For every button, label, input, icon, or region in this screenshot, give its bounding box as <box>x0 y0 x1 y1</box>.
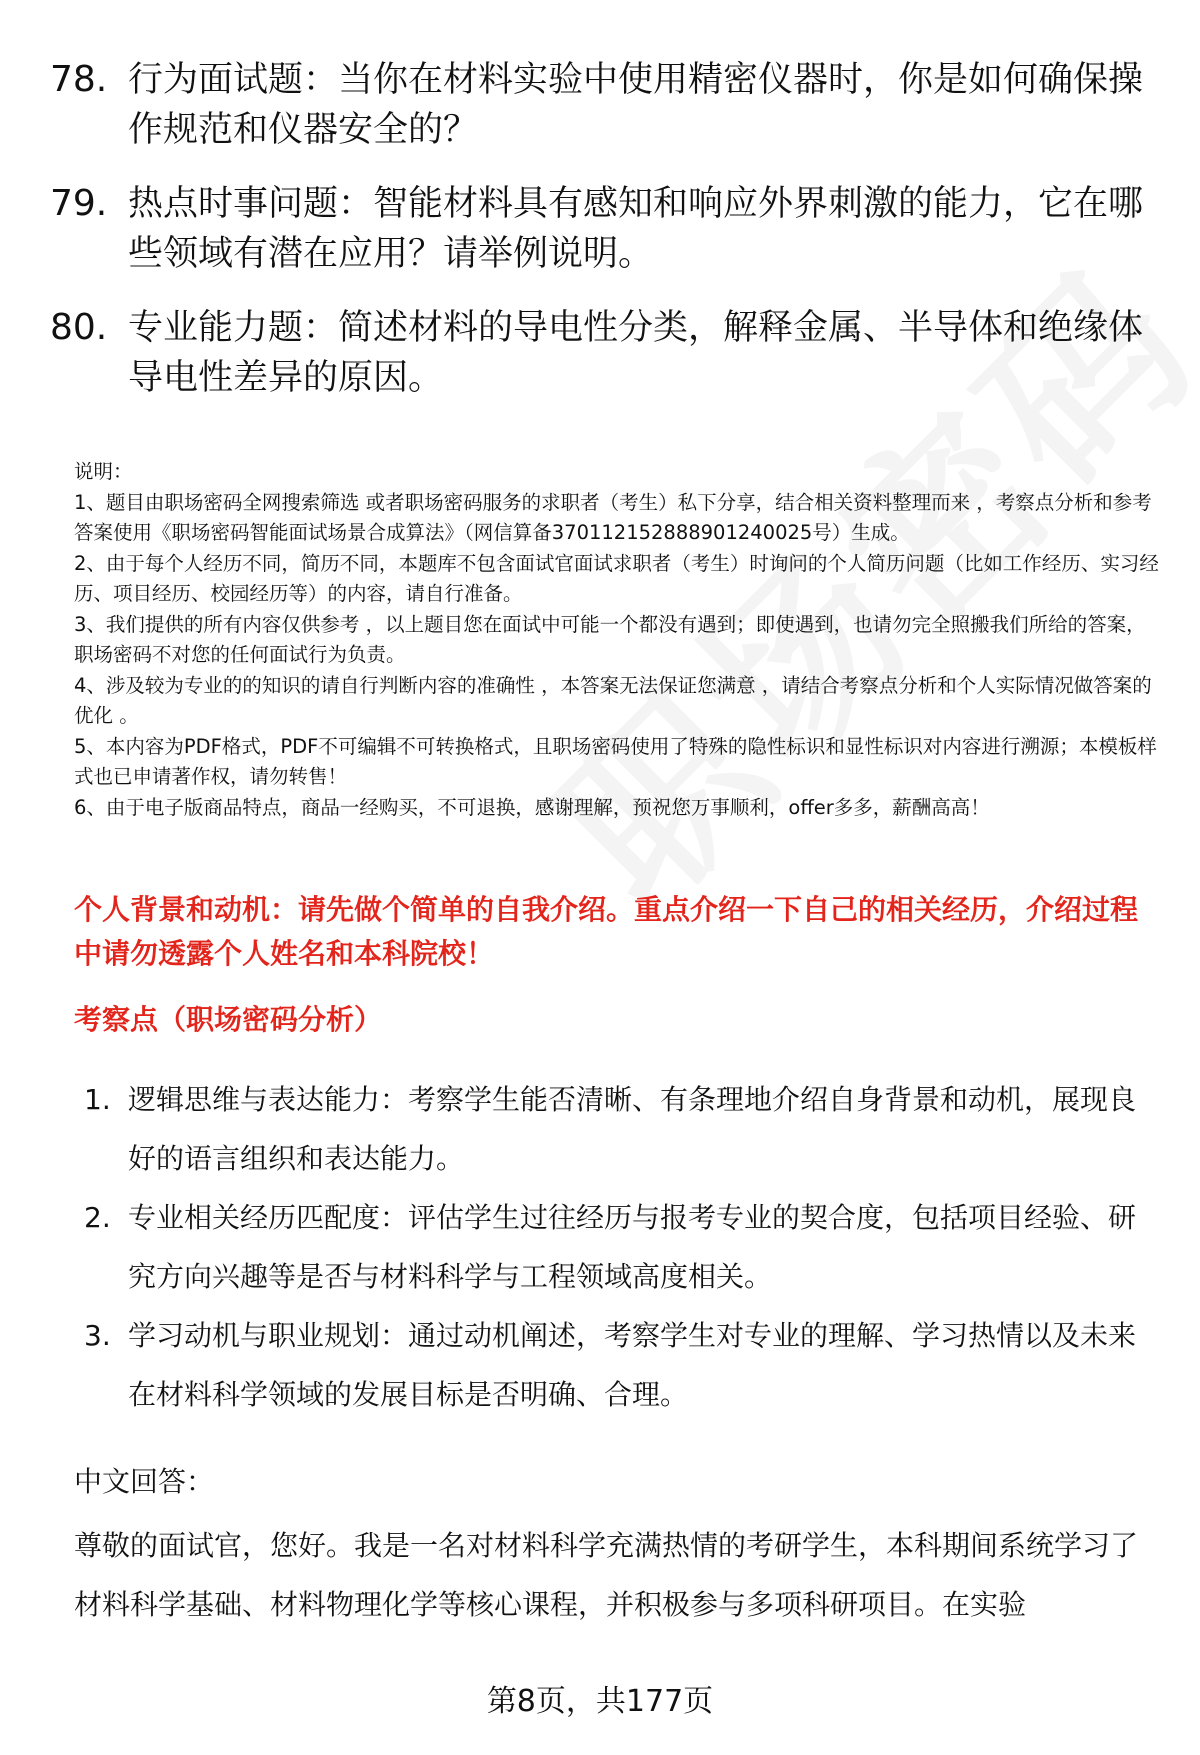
note-item: 6、由于电子版商品特点，商品一经购买，不可退换，感谢理解，预祝您万事顺利，offer多多，薪酬高高！ <box>74 795 990 819</box>
answer-label: 中文回答： <box>74 1465 215 1498</box>
notes-section <box>74 457 1160 823</box>
note-item: 4、涉及较为专业的的知识的请自行判断内容的准确性 ，本答案无法保证您满意 ，请结合考察点分析和个人实际情况做答案的优化 。 <box>74 673 1152 727</box>
analysis-point-text: 专业相关经历匹配度：评估学生过往经历与报考专业的契合度，包括项目经验、研究方向兴趣等是否与材料科学与工程领域高度相关。 <box>128 1201 1137 1293</box>
analysis-points <box>84 1070 1164 1424</box>
analysis-point-number: 1. <box>84 1083 111 1116</box>
analysis-point-text: 学习动机与职业规划：通过动机阐述，考察学生对专业的理解、学习热情以及未来在材料科学领域的发展目标是否明确、合理。 <box>128 1319 1137 1411</box>
question-number: 79. <box>50 183 108 224</box>
question-item <box>50 55 1160 155</box>
analysis-point <box>84 1306 1164 1424</box>
featured-question: 个人背景和动机：请先做个简单的自我介绍。重点介绍一下自己的相关经历，介绍过程中请勿透露个人姓名和本科院校！ <box>74 893 1139 970</box>
analysis-point-text: 逻辑思维与表达能力：考察学生能否清晰、有条理地介绍自身背景和动机，展现良好的语言组织和表达能力。 <box>128 1083 1137 1175</box>
note-item: 2、由于每个人经历不同，简历不同，本题库不包含面试官面试求职者（考生）时询问的个人简历问题（比如工作经历、实习经历、项目经历、校园经历等）的内容，请自行准备。 <box>74 551 1159 605</box>
analysis-title: 考察点（职场密码分析） <box>74 1003 383 1036</box>
note-item: 3、我们提供的所有内容仅供参考 ，以上题目您在面试中可能一个都没有遇到；即使遇到，也请勿完全照搬我们所给的答案，职场密码不对您的任何面试行为负责。 <box>74 612 1146 666</box>
question-text: 专业能力题：简述材料的导电性分类，解释金属、半导体和绝缘体导电性差异的原因。 <box>128 308 1144 398</box>
answer-text: 尊敬的面试官，您好。我是一名对材料科学充满热情的考研学生，本科期间系统学习了材料科学基础、材料物理化学等核心课程，并积极参与多项科研项目。在实验 <box>74 1529 1139 1621</box>
question-number: 78. <box>50 59 108 100</box>
question-text: 热点时事问题：智能材料具有感知和响应外界刺激的能力，它在哪些领域有潜在应用？请举例说明。 <box>128 184 1144 274</box>
question-list <box>50 55 1160 427</box>
question-text: 行为面试题：当你在材料实验中使用精密仪器时，你是如何确保操作规范和仪器安全的？ <box>128 60 1144 150</box>
note-item: 5、本内容为PDF格式，PDF不可编辑不可转换格式，且职场密码使用了特殊的隐性标识和显性标识对内容进行溯源；本模板样式也已申请著作权，请勿转售！ <box>74 734 1157 788</box>
question-item <box>50 303 1160 403</box>
question-item <box>50 179 1160 279</box>
analysis-point-number: 3. <box>84 1319 111 1352</box>
analysis-point <box>84 1188 1164 1306</box>
note-item: 1、题目由职场密码全网搜索筛选 或者职场密码服务的求职者（考生）私下分享，结合相关资料整理而来 ，考察点分析和参考答案使用《职场密码智能面试场景合成算法》（网信算备370112152888901240025号）生成。 <box>74 490 1152 544</box>
page-footer: 第8页，共177页 <box>486 1684 714 1719</box>
analysis-point <box>84 1070 1164 1188</box>
notes-title: 说明： <box>74 460 133 483</box>
question-number: 80. <box>50 307 108 348</box>
analysis-point-number: 2. <box>84 1201 111 1234</box>
